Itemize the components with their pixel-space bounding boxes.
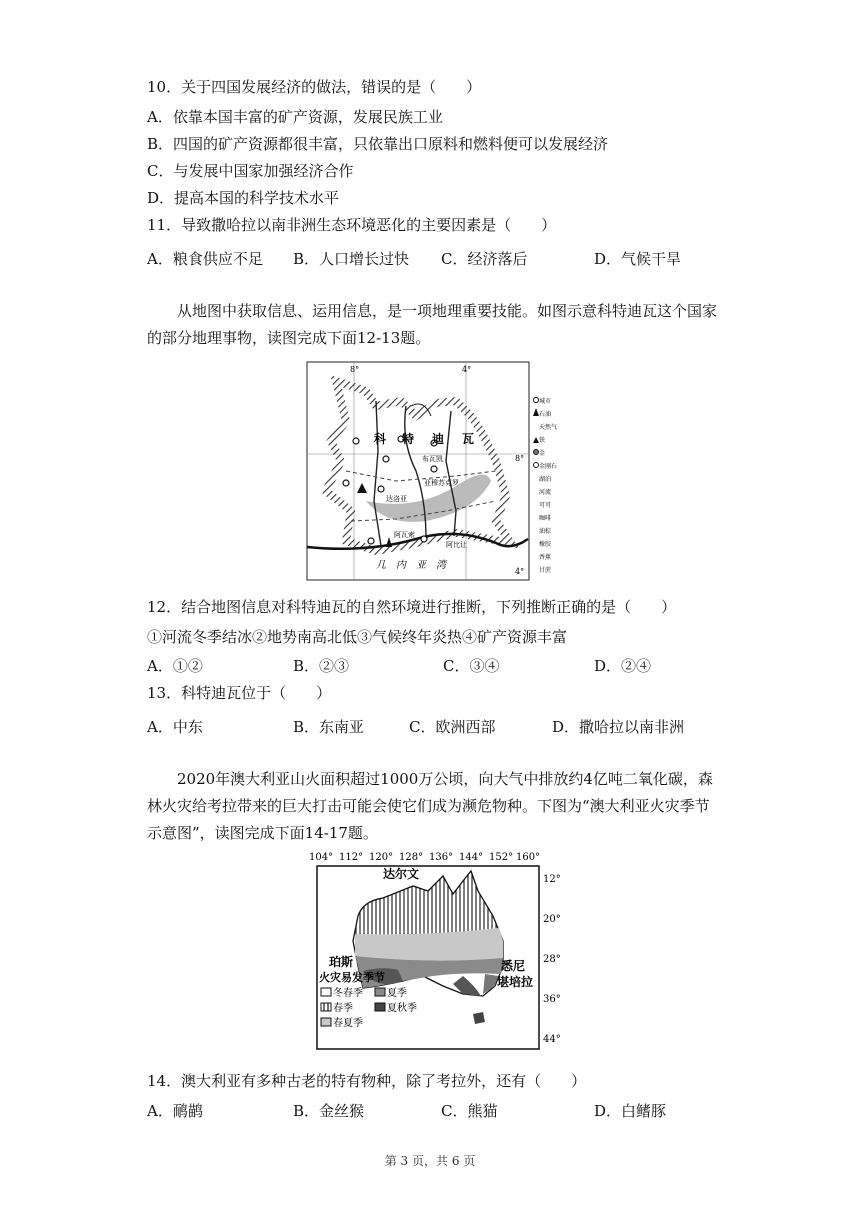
legend-iron: 铁 bbox=[539, 437, 546, 444]
city-bouake: 布瓦凯 bbox=[422, 455, 443, 463]
q13-option-a: A．中东 bbox=[147, 718, 203, 736]
city-abidjan: 阿比让 bbox=[446, 541, 467, 549]
lon-144: 144° bbox=[459, 852, 484, 863]
q12-option-d: D．②④ bbox=[594, 657, 652, 675]
legend-lake: 湖泊 bbox=[539, 476, 552, 483]
q12-option-b: B．②③ bbox=[293, 657, 350, 675]
legend-rubber: 橡胶 bbox=[539, 541, 552, 548]
lat-12: 12° bbox=[543, 874, 561, 885]
lon-104: 104° bbox=[309, 852, 334, 863]
q14-option-a: A．鸸鹋 bbox=[147, 1102, 203, 1120]
city-darwin: 达尔文 bbox=[383, 867, 420, 881]
legend-spring-summer: 春夏季 bbox=[333, 1018, 363, 1029]
q14-option-c: C．熊猫 bbox=[441, 1102, 498, 1120]
q14-option-b: B．金丝猴 bbox=[293, 1102, 365, 1120]
city-perth: 珀斯 bbox=[329, 955, 354, 969]
map1-lon-4: 4° bbox=[462, 365, 472, 374]
lon-120: 120° bbox=[369, 852, 394, 863]
city-canberra: 堪培拉 bbox=[497, 975, 534, 989]
legend-coffee: 咖啡 bbox=[539, 515, 552, 522]
intro-12-13: 从地图中获取信息、运用信息，是一项地理重要技能。如图示意科特迪瓦这个国家的部分地理事物，读图完成下面12-13题。 bbox=[147, 302, 718, 347]
legend-river: 河流 bbox=[539, 489, 552, 496]
city-abengourou: 阿瓦索 bbox=[394, 531, 415, 539]
city-sydney: 悉尼 bbox=[501, 959, 526, 973]
lat-44: 44° bbox=[543, 1034, 561, 1045]
q10-option-d: D．提高本国的科学技术水平 bbox=[147, 189, 340, 207]
question-14-stem: 14．澳大利亚有多种古老的特有物种，除了考拉外，还有（ ） bbox=[147, 1072, 587, 1090]
q11-option-d: D．气候干旱 bbox=[594, 250, 682, 268]
legend-oil-palm: 油棕 bbox=[539, 528, 552, 535]
q11-option-c: C．经济落后 bbox=[441, 250, 528, 268]
legend-sugarcane: 甘蔗 bbox=[539, 567, 552, 574]
lon-112: 112° bbox=[339, 852, 364, 863]
q11-option-a: A．粮食供应不足 bbox=[147, 250, 263, 268]
legend-cocoa: 可可 bbox=[539, 502, 552, 509]
australia-fire-map bbox=[303, 846, 568, 1056]
q10-option-b: B．四国的矿产资源都很丰富，只依靠出口原料和燃料便可以发展经济 bbox=[147, 135, 609, 153]
q12-option-a: A．①② bbox=[147, 657, 203, 675]
legend-banana: 香蕉 bbox=[539, 554, 552, 561]
q10-option-c: C．与发展中国家加强经济合作 bbox=[147, 162, 354, 180]
q11-option-b: B．人口增长过快 bbox=[293, 250, 410, 268]
legend-diamond: 金刚石 bbox=[539, 463, 558, 470]
lat-36: 36° bbox=[543, 994, 561, 1005]
city-daloa: 达洛亚 bbox=[386, 495, 407, 503]
legend-gold: 金 bbox=[539, 450, 546, 457]
legend-city: 城市 bbox=[539, 398, 552, 405]
q13-option-d: D．撒哈拉以南非洲 bbox=[552, 718, 685, 736]
map1-lon-8: 8° bbox=[350, 365, 360, 374]
country-char-4: 瓦 bbox=[462, 432, 475, 446]
question-12-stem: 12．结合地图信息对科特迪瓦的自然环境进行推断，下列推断正确的是（ ） bbox=[147, 598, 677, 616]
q13-option-b: B．东南亚 bbox=[293, 718, 365, 736]
q12-option-c: C．③④ bbox=[443, 657, 500, 675]
question-10-stem: 10．关于四国发展经济的做法，错误的是（ ） bbox=[147, 78, 482, 96]
question-11-stem: 11．导致撒哈拉以南非洲生态环境恶化的主要因素是（ ） bbox=[147, 216, 557, 234]
country-char-3: 迪 bbox=[432, 432, 445, 446]
lon-128: 128° bbox=[399, 852, 424, 863]
legend-spring: 春季 bbox=[333, 1003, 353, 1014]
q14-option-d: D．白鳍豚 bbox=[594, 1102, 667, 1120]
map1-lat-8: 8° bbox=[515, 454, 525, 463]
lat-28: 28° bbox=[543, 954, 561, 965]
country-char-2: 特 bbox=[402, 432, 415, 446]
q10-option-a: A．依靠本国丰富的矿产资源，发展民族工业 bbox=[147, 108, 443, 126]
fire-legend-title: 火灾易发季节 bbox=[319, 971, 385, 984]
cote-divoire-map bbox=[306, 361, 558, 583]
q13-option-c: C．欧洲西部 bbox=[409, 718, 496, 736]
legend-gas: 天然气 bbox=[539, 424, 558, 431]
map1-legend bbox=[533, 397, 557, 574]
sea-label: 几 内 亚 湾 bbox=[376, 560, 446, 571]
legend-oil: 石油 bbox=[539, 411, 552, 418]
lon-160: 160° bbox=[516, 852, 541, 863]
map1-lat-4: 4° bbox=[515, 567, 525, 576]
lat-20: 20° bbox=[543, 914, 561, 925]
intro-14-17: 2020年澳大利亚山火面积超过1000万公顷，向大气中排放约4亿吨二氧化碳，森林火灾给考拉带来的巨大打击可能会使它们成为濒危物种。下图为“澳大利亚火灾季节示意图”，读图完成下面14-17题。 bbox=[147, 770, 713, 842]
legend-summer: 夏季 bbox=[387, 988, 407, 999]
q12-statements: ①河流冬季结冰②地势南高北低③气候终年炎热④矿产资源丰富 bbox=[147, 628, 568, 646]
country-char-1: 科 bbox=[374, 432, 387, 446]
legend-summer-autumn: 夏秋季 bbox=[387, 1003, 417, 1014]
legend-winter-spring: 冬春季 bbox=[333, 988, 363, 999]
lon-152: 152° bbox=[489, 852, 514, 863]
question-13-stem: 13．科特迪瓦位于（ ） bbox=[147, 684, 332, 702]
lon-136: 136° bbox=[429, 852, 454, 863]
city-yamoussoukro: 亚穆苏克罗 bbox=[424, 479, 459, 487]
page-footer: 第 3 页，共 6 页 bbox=[384, 1154, 476, 1168]
